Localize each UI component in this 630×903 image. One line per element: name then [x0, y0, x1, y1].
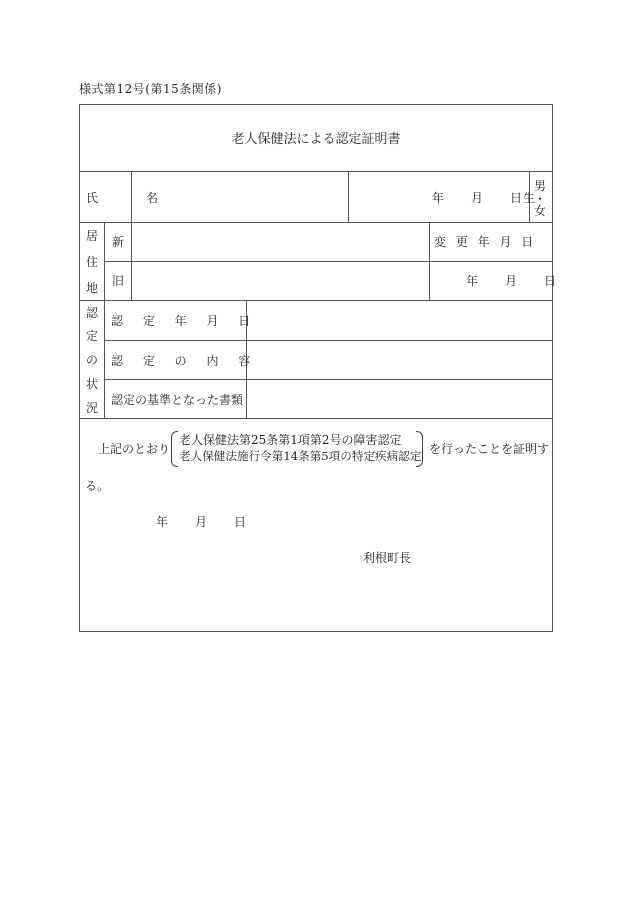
divider: [104, 379, 552, 380]
cert-label-2: 定: [86, 329, 99, 343]
cert-basis-label: 認定の基準となった書類: [111, 393, 244, 407]
right-brace: [416, 431, 423, 467]
divider: [80, 171, 552, 172]
statement-continuation: る。: [85, 479, 110, 493]
old-date-label: 年 月 日: [466, 274, 558, 288]
issue-date-label: 年 月 日: [156, 515, 248, 529]
name-label: 氏 名: [86, 191, 177, 205]
cert-label-5: 況: [86, 401, 99, 415]
residence-label-2: 住: [86, 255, 99, 269]
cert-label-4: 状: [86, 377, 99, 391]
divider: [80, 222, 552, 223]
sex-separator: ・: [534, 192, 547, 206]
statement-option-2: 老人保健法施行令第14条第5項の特定疾病認定: [179, 449, 422, 463]
residence-label-3: 地: [86, 281, 99, 295]
cert-date-label: 認 定 年 月 日: [111, 314, 259, 328]
sex-female-label: 女: [534, 204, 547, 218]
form-number-label: 様式第12号(第15条関係): [79, 82, 222, 96]
change-date-label: 変 更 年 月 日: [434, 235, 537, 249]
residence-new-label: 新: [112, 235, 125, 249]
residence-old-label: 旧: [112, 274, 125, 288]
statement-option-1: 老人保健法第25条第1項第2号の障害認定: [179, 433, 402, 447]
divider: [80, 418, 552, 419]
left-brace: [171, 431, 178, 467]
cert-content-label: 認 定 の 内 容: [111, 354, 259, 368]
certificate-title: 老人保健法による認定証明書: [231, 132, 401, 147]
sex-male-label: 男: [534, 179, 547, 193]
divider: [80, 300, 552, 301]
statement-suffix: を行ったことを証明す: [429, 442, 550, 456]
signatory-label: 利根町長: [363, 551, 412, 565]
statement-prefix: 上記のとおり: [98, 442, 171, 456]
birth-date-label: 年 月 日生: [432, 191, 537, 205]
divider: [104, 261, 552, 262]
cert-label-3: の: [86, 353, 99, 367]
certificate-frame: [79, 104, 558, 632]
cert-label-1: 認: [86, 306, 99, 320]
divider: [104, 340, 552, 341]
residence-label-1: 居: [86, 229, 99, 243]
